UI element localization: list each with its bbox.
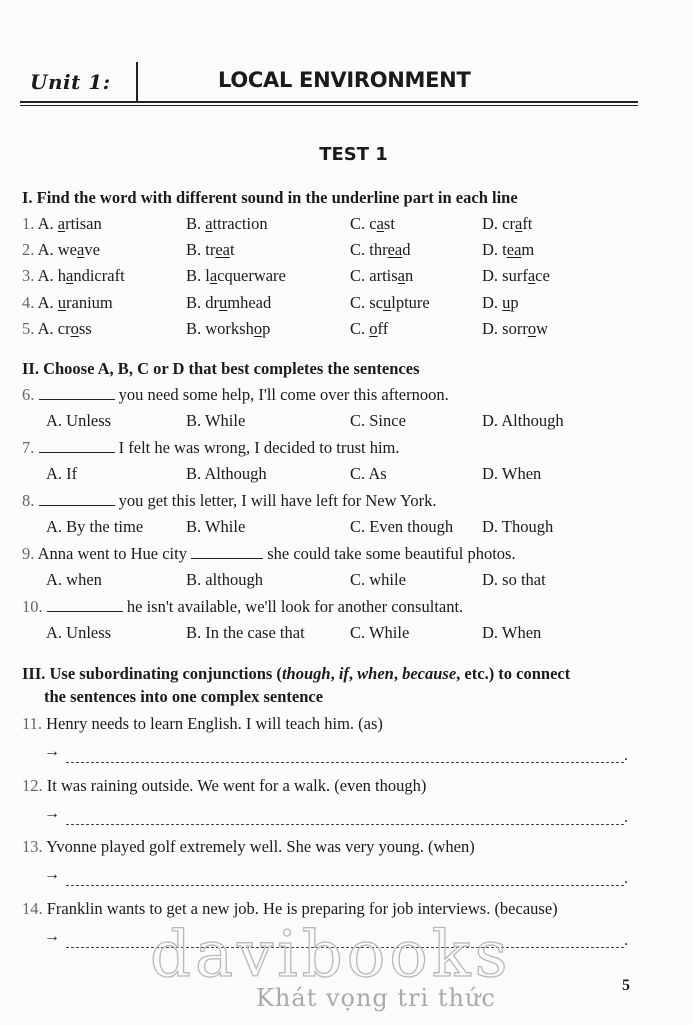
question-text: I felt he was wrong, I decided to trust him. [114, 438, 400, 457]
option-b [186, 266, 286, 286]
underlined-part: o [253, 319, 263, 338]
question-number: 1. [22, 214, 35, 233]
underlined-part: a [376, 214, 384, 233]
answer-blank[interactable] [191, 544, 263, 559]
watermark-slogan: Khát vọng tri thức [256, 984, 496, 1012]
end-period: . [624, 747, 628, 764]
question-number: 7. [22, 438, 35, 457]
option-text: D. [482, 293, 503, 312]
question-number: 9. [22, 544, 35, 563]
option-a [22, 240, 100, 260]
option-d [482, 319, 548, 339]
option-text: C. c [350, 214, 377, 233]
page-number: 5 [622, 977, 630, 994]
unit-title: LOCAL ENVIRONMENT [218, 68, 471, 92]
option-text: ttraction [212, 214, 268, 233]
underlined-part: o [369, 319, 378, 338]
underlined-part: ea [387, 240, 403, 259]
question-number: 11. [22, 714, 43, 733]
option-text: t [230, 240, 235, 259]
question-row [22, 544, 516, 564]
answer-line[interactable] [66, 884, 624, 886]
underlined-part: o [527, 319, 537, 338]
option-text: w [536, 319, 548, 338]
arrow-icon: → [44, 866, 60, 883]
option-c [350, 319, 388, 339]
question-row [22, 899, 558, 919]
option-a [22, 293, 113, 313]
question-row [22, 776, 426, 796]
option-d [482, 240, 534, 260]
question-text: she could take some beautiful photos. [263, 544, 516, 563]
underlined-part: u [57, 293, 67, 312]
answer-option[interactable]: D. Though [482, 517, 554, 536]
underlined-part: ea [215, 240, 230, 259]
answer-blank[interactable] [47, 597, 123, 612]
end-period: . [624, 870, 628, 887]
underlined-part: u [502, 293, 511, 312]
underlined-part: o [70, 319, 79, 338]
answer-line[interactable] [66, 823, 624, 825]
question-text: It was raining outside. We went for a walk. (even though) [46, 776, 427, 795]
answer-option[interactable]: C. while [350, 570, 406, 589]
question-text: you get this letter, I will have left for New York. [114, 491, 437, 510]
option-text: A. h [37, 266, 67, 285]
answer-option[interactable]: D. When [482, 623, 542, 642]
option-text: cquerware [217, 266, 286, 285]
answer-option[interactable]: B. although [186, 570, 263, 589]
option-text: m [521, 240, 535, 259]
arrow-icon: → [44, 928, 60, 945]
option-text: ndicraft [73, 266, 125, 285]
option-text: ranium [66, 293, 113, 312]
option-text: lpture [391, 293, 430, 312]
option-c [350, 293, 430, 313]
option-text: ce [535, 266, 550, 285]
option-a [22, 266, 125, 286]
question-row [22, 837, 475, 857]
option-c [350, 266, 413, 286]
end-period: . [624, 809, 628, 826]
option-text: ft [522, 214, 533, 233]
header-rule [20, 101, 638, 103]
option-text: ff [377, 319, 389, 338]
answer-option[interactable]: B. Although [186, 464, 267, 483]
arrow-icon: → [44, 805, 60, 822]
answer-line[interactable] [66, 761, 624, 763]
option-text: D. t [482, 240, 507, 259]
option-text: d [402, 240, 411, 259]
answer-option[interactable]: A. If [46, 464, 78, 483]
option-text: C. artis [350, 266, 398, 285]
underlined-part: a [397, 266, 405, 285]
option-text: B. worksh [186, 319, 254, 338]
answer-option[interactable]: C. While [350, 623, 410, 642]
answer-blank[interactable] [39, 491, 115, 506]
answer-blank[interactable] [39, 438, 115, 453]
header-divider [136, 62, 138, 102]
underlined-part: a [57, 214, 66, 233]
answer-option[interactable]: C. As [350, 464, 387, 483]
question-text: Franklin wants to get a new job. He is preparing for job interviews. (because) [46, 899, 558, 918]
answer-option[interactable]: B. While [186, 411, 246, 430]
answer-option[interactable]: A. when [46, 570, 102, 589]
option-text: D. sorr [482, 319, 528, 338]
section-1-heading: I. Find the word with different sound in the underline part in each line [22, 188, 518, 207]
question-number: 14. [22, 899, 43, 918]
option-text: B. dr [186, 293, 219, 312]
header-rule-thin [20, 105, 638, 106]
answer-option[interactable]: C. Since [350, 411, 406, 430]
option-text: A. cr [37, 319, 71, 338]
option-text: C. [350, 319, 370, 338]
option-d [482, 214, 532, 234]
option-b [186, 214, 268, 234]
option-text: mhead [227, 293, 272, 312]
option-text: D. surf [482, 266, 528, 285]
option-text: rtisan [65, 214, 102, 233]
question-text: you need some help, I'll come over this afternoon. [114, 385, 449, 404]
watermark-logo: davibooks [150, 918, 512, 992]
question-number: 6. [22, 385, 35, 404]
option-a [22, 319, 92, 339]
option-text: B. [186, 214, 206, 233]
option-text: A. [37, 293, 58, 312]
question-row [22, 491, 436, 511]
answer-option[interactable]: D. so that [482, 570, 546, 589]
option-d [482, 266, 550, 286]
option-text: ve [84, 240, 100, 259]
question-row [22, 597, 463, 617]
question-text: he isn't available, we'll look for another consultant. [122, 597, 464, 616]
question-number: 4. [22, 293, 35, 312]
question-number: 3. [22, 266, 35, 285]
option-text: p [262, 319, 271, 338]
end-period: . [624, 932, 628, 949]
option-text: A. we [37, 240, 77, 259]
question-text: Yvonne played golf extremely well. She was very young. (when) [46, 837, 475, 856]
question-number: 5. [22, 319, 35, 338]
option-c [350, 240, 411, 260]
section-2-heading: II. Choose A, B, C or D that best completes the sentences [22, 359, 420, 378]
underlined-part: a [205, 214, 213, 233]
answer-option[interactable]: D. Although [482, 411, 564, 430]
option-b [186, 319, 270, 339]
option-text: n [405, 266, 414, 285]
question-number: 2. [22, 240, 35, 259]
option-a [22, 214, 102, 234]
question-row [22, 438, 400, 458]
underlined-part: a [66, 266, 74, 285]
option-b [186, 240, 235, 260]
underlined-part: a [209, 266, 218, 285]
option-text: B. l [186, 266, 210, 285]
question-row [22, 714, 383, 734]
answer-option[interactable]: A. By the time [46, 517, 144, 536]
answer-option[interactable]: D. When [482, 464, 542, 483]
option-text: p [510, 293, 519, 312]
section-3-heading-line1: III. Use subordinating conjunctions (though, if, when, because, etc.) to connect [22, 664, 571, 683]
underlined-part: a [527, 266, 536, 285]
option-text: C. sc [350, 293, 383, 312]
answer-option[interactable]: A. Unless [46, 411, 112, 430]
question-number: 12. [22, 776, 43, 795]
question-row [22, 385, 449, 405]
option-text: A. [37, 214, 58, 233]
test-title: TEST 1 [319, 144, 388, 165]
option-text: ss [78, 319, 92, 338]
question-text: Anna went to Hue city [37, 544, 192, 563]
option-text: B. tr [186, 240, 216, 259]
section-3-heading-line2: the sentences into one complex sentence [44, 687, 324, 706]
option-text: st [383, 214, 395, 233]
underlined-part: a [514, 214, 523, 233]
question-number: 13. [22, 837, 43, 856]
option-text: D. cr [482, 214, 515, 233]
arrow-icon: → [44, 743, 60, 760]
underlined-part: a [77, 240, 85, 259]
unit-label: Unit 1: [30, 70, 111, 94]
option-d [482, 293, 519, 313]
question-number: 10. [22, 597, 43, 616]
answer-option[interactable]: A. Unless [46, 623, 112, 642]
option-text: C. thr [350, 240, 388, 259]
underlined-part: u [219, 293, 228, 312]
answer-option[interactable]: B. In the case that [186, 623, 305, 642]
answer-option[interactable]: B. While [186, 517, 246, 536]
answer-option[interactable]: C. Even though [350, 517, 454, 536]
question-number: 8. [22, 491, 35, 510]
option-b [186, 293, 271, 313]
underlined-part: ea [506, 240, 522, 259]
option-c [350, 214, 395, 234]
underlined-part: u [383, 293, 392, 312]
answer-blank[interactable] [39, 385, 115, 400]
question-text: Henry needs to learn English. I will teach him. (as) [46, 714, 383, 733]
